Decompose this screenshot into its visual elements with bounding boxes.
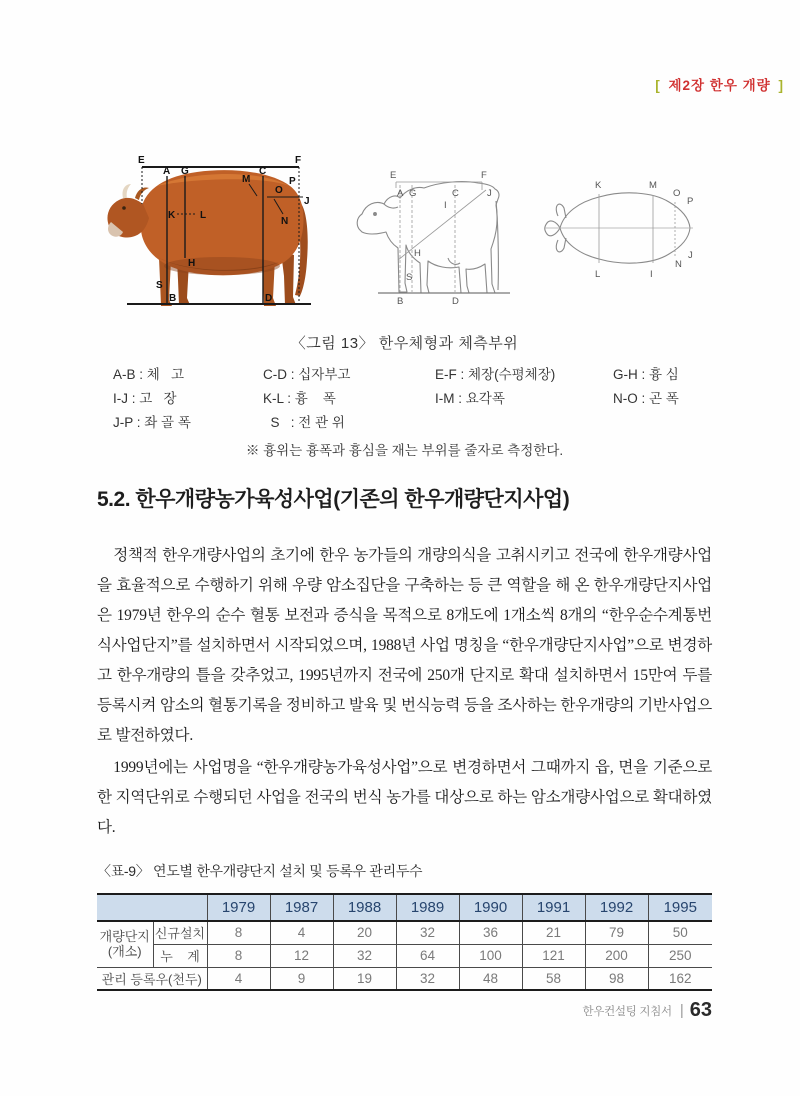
svg-text:C: C xyxy=(452,187,459,199)
table-cell: 50 xyxy=(648,921,712,944)
legend-item: G-H : 흉 심 xyxy=(613,367,679,382)
table-caption: 〈표-9〉 연도별 한우개량단지 설치 및 등록우 관리두수 xyxy=(97,863,423,879)
table-row xyxy=(97,944,712,967)
svg-text:G: G xyxy=(409,187,417,199)
year-header: 1987 xyxy=(270,894,333,921)
year-header: 1995 xyxy=(648,894,712,921)
svg-text:A: A xyxy=(397,187,404,199)
table-cell: 64 xyxy=(396,944,459,967)
table-cell: 20 xyxy=(333,921,396,944)
table-cell: 200 xyxy=(585,944,648,967)
legend-item: C-D : 십자부고 xyxy=(263,367,351,382)
body-paragraph-1: 정책적 한우개량사업의 초기에 한우 농가들의 개량의식을 고취시키고 전국에 한우개량사업을 효율적으로 수행하기 위해 우량 암소집단을 구축하는 등 큰 역할을 해 온 한우개량단지사업은 1979년 한우의 순수 혈통 보전과 증식을 목적으로 8개도에 1개소씩 8개의 “한우순수계통번식사업단지”를 설치하면서 시작되었으며, 1988년 사업 명칭을 “한우개량단지사업”으로 변경하고 한우개량의 틀을 갖추었고, 1995년까지 전국에 250개 단지로 확대 설치하면서 15만여 두를 등록시켜 암소의 혈통기록을 정비하고 발육 및 번식능력 등을 조사하는 한우개량의 기반사업으로 발전하였다. xyxy=(97,547,712,744)
svg-text:J: J xyxy=(688,250,693,261)
table-cell: 58 xyxy=(522,967,585,990)
year-header: 1991 xyxy=(522,894,585,921)
svg-text:D: D xyxy=(452,295,459,307)
row-label: 신규설치 xyxy=(153,921,207,944)
table-cell: 79 xyxy=(585,921,648,944)
svg-text:N: N xyxy=(281,216,289,227)
svg-text:H: H xyxy=(188,258,196,269)
svg-text:F: F xyxy=(481,169,487,181)
table-cell: 4 xyxy=(270,921,333,944)
legend-item: J-P : 좌 골 폭 xyxy=(113,415,191,430)
svg-text:I: I xyxy=(444,199,447,211)
svg-text:H: H xyxy=(414,247,421,259)
row-label: 누 계 xyxy=(153,944,207,967)
legend-item: A-B : 체 고 xyxy=(113,367,185,382)
figure-note: ※ 흉위는 흉폭과 흉심을 재는 부위를 줄자로 측정한다. xyxy=(245,443,564,458)
complex-management-table xyxy=(97,893,712,991)
table-cell: 250 xyxy=(648,944,712,967)
table-cell: 12 xyxy=(270,944,333,967)
footer-separator: | xyxy=(679,1002,684,1019)
svg-text:J: J xyxy=(487,187,492,199)
table-cell: 162 xyxy=(648,967,712,990)
figure-diagrams xyxy=(97,138,712,320)
chapter-header-close-bracket: ] xyxy=(778,78,784,93)
table-cell: 98 xyxy=(585,967,648,990)
svg-text:L: L xyxy=(595,269,601,280)
svg-text:C: C xyxy=(259,166,267,177)
table-corner-cell xyxy=(97,894,207,921)
svg-text:A: A xyxy=(163,166,171,177)
svg-text:M: M xyxy=(649,180,657,191)
cow-line-outline xyxy=(357,181,499,292)
svg-text:P: P xyxy=(289,176,296,187)
year-header: 1979 xyxy=(207,894,270,921)
year-header: 1989 xyxy=(396,894,459,921)
legend-item: K-L : 흉 폭 xyxy=(263,391,336,406)
table-cell: 48 xyxy=(459,967,522,990)
section-heading: 5.2. 한우개량농가육성사업(기존의 한우개량단지사업) xyxy=(97,488,570,511)
legend-item: N-O : 곤 폭 xyxy=(613,391,679,406)
svg-text:E: E xyxy=(390,169,397,181)
row-group-label xyxy=(97,921,153,967)
svg-text:O: O xyxy=(673,188,681,199)
table-header-row xyxy=(97,894,712,921)
svg-text:I: I xyxy=(650,269,653,280)
svg-text:G: G xyxy=(181,166,189,177)
year-header: 1990 xyxy=(459,894,522,921)
table-cell: 32 xyxy=(333,944,396,967)
svg-text:O: O xyxy=(275,185,283,196)
svg-text:M: M xyxy=(242,174,251,185)
svg-text:N: N xyxy=(675,259,682,270)
year-header: 1988 xyxy=(333,894,396,921)
chapter-header-title: 제2장 한우 개량 xyxy=(668,78,771,93)
svg-text:E: E xyxy=(138,155,145,166)
table-cell: 36 xyxy=(459,921,522,944)
table-cell: 21 xyxy=(522,921,585,944)
table-cell: 8 xyxy=(207,944,270,967)
row-label: 관리 등록우(천두) xyxy=(97,967,207,990)
svg-text:F: F xyxy=(295,155,302,166)
year-header: 1992 xyxy=(585,894,648,921)
table-row xyxy=(97,921,712,944)
chapter-header-open-bracket: [ xyxy=(655,78,661,93)
row-group-label-line1: 개량단지 xyxy=(99,929,150,945)
table-cell: 121 xyxy=(522,944,585,967)
legend-item xyxy=(435,411,613,431)
table-row xyxy=(97,967,712,990)
svg-text:L: L xyxy=(200,210,207,221)
legend-item: I-M : 요각폭 xyxy=(435,391,505,406)
cow-photo-side-view-diagram xyxy=(97,140,337,318)
table-cell: 4 xyxy=(207,967,270,990)
svg-text:K: K xyxy=(168,210,176,221)
measurement-legend xyxy=(113,363,712,431)
table-cell: 9 xyxy=(270,967,333,990)
legend-item: I-J : 고 장 xyxy=(113,391,177,406)
row-group-label-line2: (개소) xyxy=(107,944,142,960)
svg-text:P: P xyxy=(687,196,694,207)
table-cell: 32 xyxy=(396,921,459,944)
legend-item: S : 전 관 위 xyxy=(263,415,345,430)
body-paragraph-2: 1999년에는 사업명을 “한우개량농가육성사업”으로 변경하면서 그때까지 읍, 면을 기준으로 한 지역단위로 수행되던 사업을 전국의 번식 농가를 대상으로 하는 암소개량사업으로 확대하였다. xyxy=(97,759,712,836)
cow-top-view-diagram xyxy=(537,170,712,288)
svg-text:B: B xyxy=(397,295,404,307)
table-cell: 32 xyxy=(396,967,459,990)
footer-booklet-title: 한우컨설팅 지침서 xyxy=(582,1005,672,1018)
figure-caption: 〈그림 13〉 한우체형과 체측부위 xyxy=(290,335,519,352)
svg-text:D: D xyxy=(265,293,273,304)
table-cell: 8 xyxy=(207,921,270,944)
svg-text:S: S xyxy=(156,280,163,291)
table-cell: 100 xyxy=(459,944,522,967)
legend-item xyxy=(613,411,723,431)
svg-text:B: B xyxy=(169,293,177,304)
page-content xyxy=(97,138,712,991)
svg-text:S: S xyxy=(406,271,413,283)
svg-text:J: J xyxy=(304,196,310,207)
cow-line-drawing-side-view-diagram xyxy=(348,152,526,307)
chapter-header xyxy=(655,74,784,94)
page-footer xyxy=(582,999,712,1022)
table-cell: 19 xyxy=(333,967,396,990)
legend-item: E-F : 체장(수평체장) xyxy=(435,367,556,382)
svg-text:K: K xyxy=(595,180,602,191)
footer-page-number: 63 xyxy=(689,999,712,1021)
